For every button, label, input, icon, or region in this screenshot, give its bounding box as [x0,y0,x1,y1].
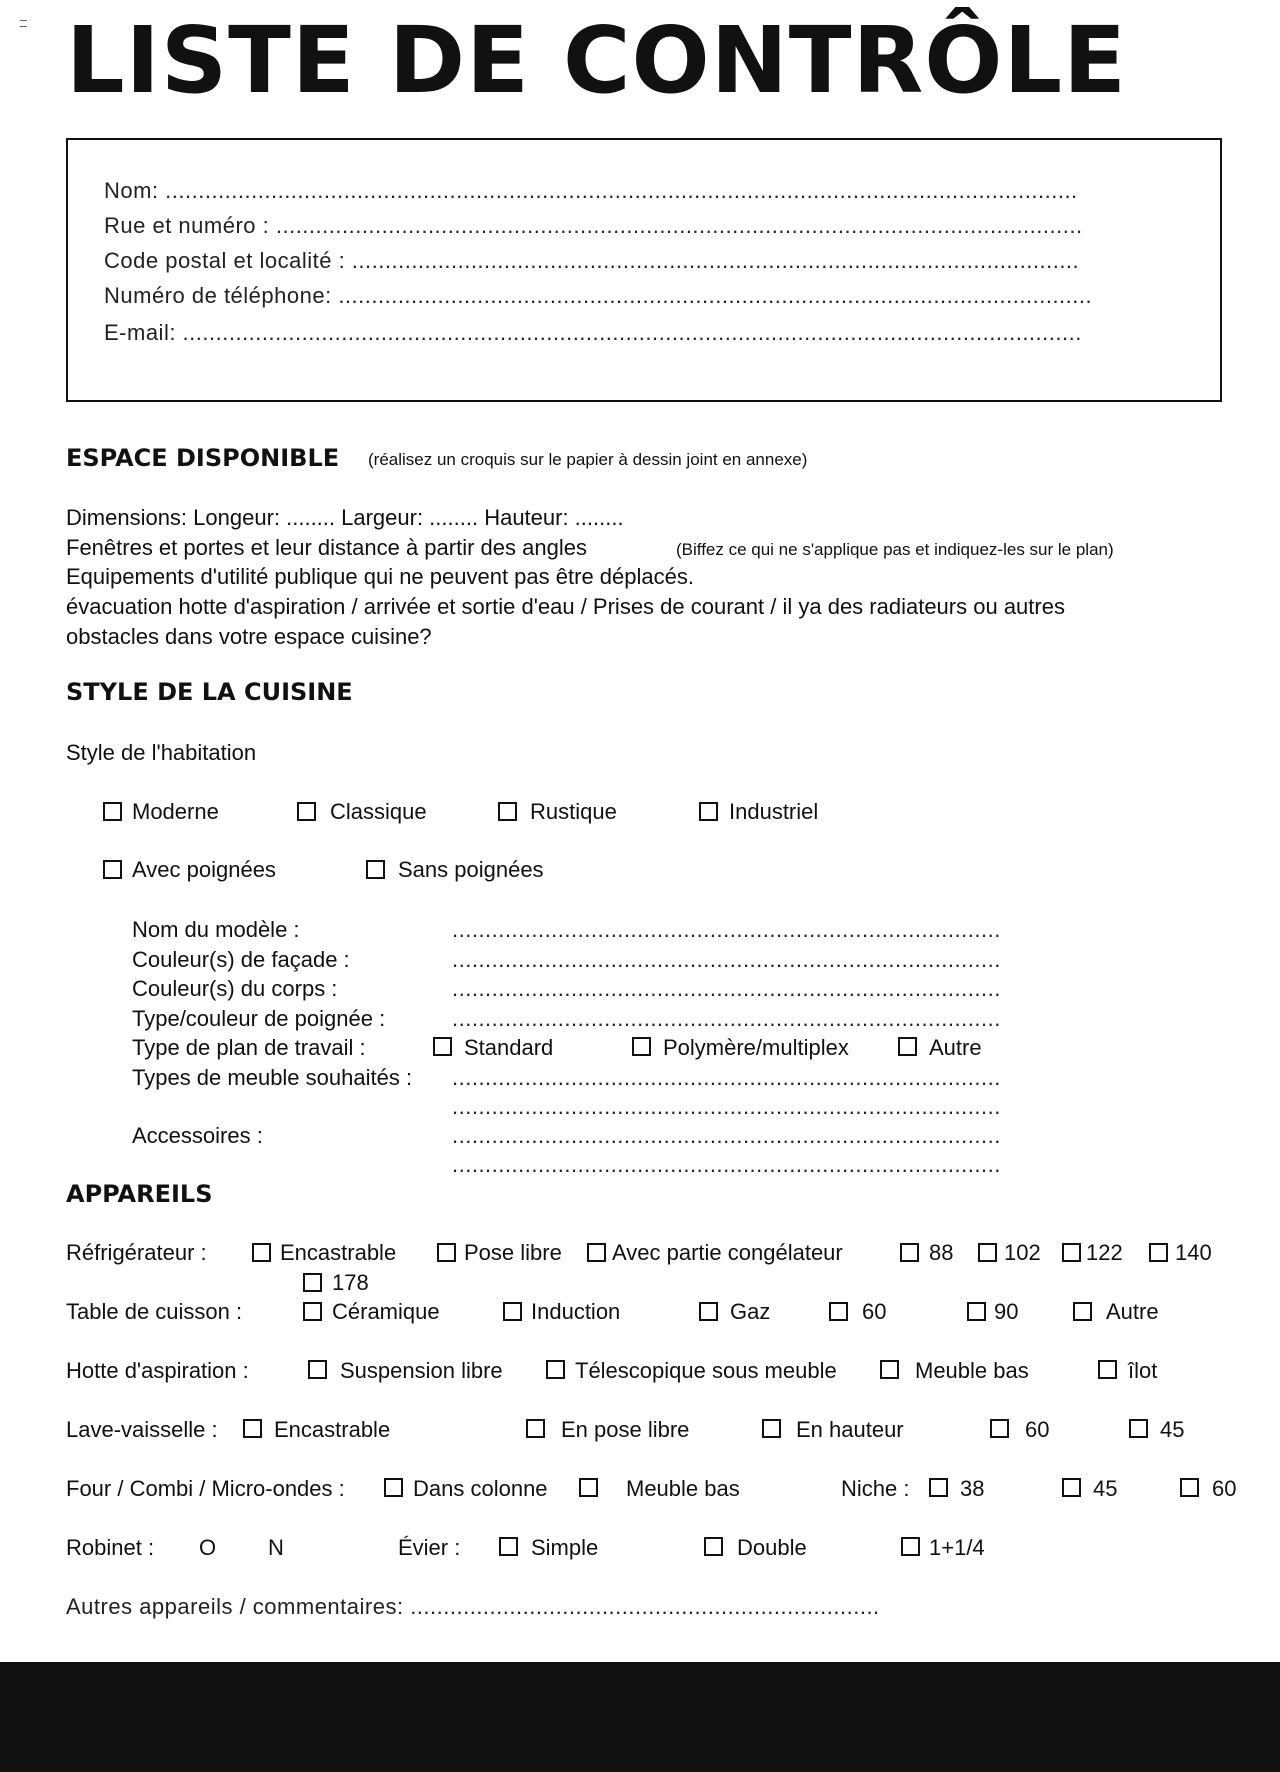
checkbox-lave-pose-libre[interactable] [526,1419,545,1438]
label-four-60: 60 [1212,1476,1237,1501]
label-cuisson-gaz: Gaz [730,1299,771,1324]
checkbox-frigo-pose-libre[interactable] [437,1243,456,1262]
facade-label: Couleur(s) de façade : [132,947,350,972]
checkbox-cuisson-induction[interactable] [503,1302,522,1321]
label-industriel: Industriel [729,799,819,824]
checkbox-hotte-suspension[interactable] [308,1360,327,1379]
label-hotte-telescopique: Télescopique sous meuble [575,1358,837,1383]
label-hotte-meuble-bas: Meuble bas [915,1358,1029,1383]
checkbox-moderne[interactable] [103,802,122,821]
label-evier-simple: Simple [531,1535,599,1560]
robinet-option-n[interactable]: N [268,1535,284,1560]
checkbox-four-60[interactable] [1180,1478,1199,1497]
checkbox-cuisson-90[interactable] [967,1302,986,1321]
label-hotte-suspension: Suspension libre [340,1358,503,1383]
checkbox-frigo-encastrable[interactable] [252,1243,271,1262]
modele-field[interactable]: ................................................................................... [452,917,1001,942]
fenetres-line: Fenêtres et portes et leur distance à partir des angles [66,535,587,560]
checkbox-cuisson-60[interactable] [829,1302,848,1321]
label-frigo-140: 140 [1175,1240,1212,1265]
refrigerateur-label: Réfrigérateur : [66,1240,207,1265]
poignee-field[interactable]: ................................................................................... [452,1006,1001,1031]
label-frigo-encastrable: Encastrable [280,1240,397,1265]
checkbox-lave-encastrable[interactable] [243,1419,262,1438]
label-four-colonne: Dans colonne [413,1476,548,1501]
label-four-niche: Niche : [841,1476,910,1501]
checkbox-frigo-88[interactable] [900,1243,919,1262]
corps-label: Couleur(s) du corps : [132,976,338,1001]
checkbox-plan-standard[interactable] [433,1037,452,1056]
label-sans-poignees: Sans poignées [398,857,544,882]
label-four-38: 38 [960,1476,985,1501]
meuble-field-2[interactable]: ................................................................................... [452,1094,1001,1119]
label-classique: Classique [330,799,427,824]
checkbox-hotte-ilot[interactable] [1098,1360,1117,1379]
label-frigo-congelateur: Avec partie congélateur [612,1240,843,1265]
label-frigo-pose-libre: Pose libre [464,1240,562,1265]
dimensions-line: Dimensions: Longeur: ........ Largeur: ........ Hauteur: ........ [66,505,624,530]
facade-field[interactable]: ................................................................................... [452,947,1001,972]
label-four-45: 45 [1093,1476,1118,1501]
hotte-label: Hotte d'aspiration : [66,1358,249,1383]
label-lave-45: 45 [1160,1417,1185,1442]
checkbox-frigo-140[interactable] [1149,1243,1168,1262]
evacuation-line-1: évacuation hotte d'aspiration / arrivée et sortie d'eau / Prises de courant / il ya des radiateurs ou autres [66,594,1065,619]
checkbox-lave-hauteur[interactable] [762,1419,781,1438]
footer-band [0,1662,1280,1772]
label-evier-un-quart: 1+1/4 [929,1535,985,1560]
label-frigo-122: 122 [1086,1240,1123,1265]
meuble-label: Types de meuble souhaités : [132,1065,413,1090]
label-four-meuble-bas: Meuble bas [626,1476,740,1501]
robinet-option-o[interactable]: O [199,1535,217,1560]
accessoires-field-2[interactable]: ................................................................................... [452,1152,1001,1177]
checkbox-four-colonne[interactable] [384,1478,403,1497]
label-rustique: Rustique [530,799,617,824]
meuble-field-1[interactable]: ................................................................................... [452,1065,1001,1090]
style-heading: STYLE DE LA CUISINE [66,678,353,706]
label-lave-60: 60 [1025,1417,1050,1442]
label-frigo-102: 102 [1004,1240,1041,1265]
label-cuisson-induction: Induction [531,1299,621,1324]
label-cuisson-ceramique: Céramique [332,1299,440,1324]
checkbox-four-38[interactable] [929,1478,948,1497]
checkbox-frigo-178[interactable] [303,1273,322,1292]
label-plan-standard: Standard [464,1035,554,1060]
label-cuisson-60: 60 [862,1299,887,1324]
checkbox-avec-poignees[interactable] [103,860,122,879]
espace-heading: ESPACE DISPONIBLE [66,444,340,472]
label-cuisson-autre: Autre [1106,1299,1159,1324]
evacuation-line-2: obstacles dans votre espace cuisine? [66,624,432,649]
checkbox-hotte-meuble-bas[interactable] [880,1360,899,1379]
checkbox-rustique[interactable] [498,802,517,821]
checkbox-four-45[interactable] [1062,1478,1081,1497]
checkbox-frigo-122[interactable] [1062,1243,1081,1262]
checkbox-frigo-congelateur[interactable] [587,1243,606,1262]
plan-label: Type de plan de travail : [132,1035,366,1060]
robinet-label: Robinet : [66,1535,155,1560]
page-title: LISTE DE CONTRÔLE [66,7,1127,114]
field-email[interactable]: E-mail: ........................................................................................................................................ [104,320,1082,345]
modele-label: Nom du modèle : [132,917,300,942]
checkbox-lave-45[interactable] [1129,1419,1148,1438]
checkbox-plan-polymere[interactable] [632,1037,651,1056]
corner-mark [20,20,27,27]
appareils-heading: APPAREILS [66,1180,213,1208]
field-telephone[interactable]: Numéro de téléphone: .................................................................................................................. [104,283,1093,308]
checkbox-cuisson-gaz[interactable] [699,1302,718,1321]
checkbox-cuisson-autre[interactable] [1073,1302,1092,1321]
lave-label: Lave-vaisselle : [66,1417,218,1442]
checkbox-frigo-102[interactable] [978,1243,997,1262]
four-label: Four / Combi / Micro-ondes : [66,1476,345,1501]
label-lave-hauteur: En hauteur [796,1417,904,1442]
label-avec-poignees: Avec poignées [132,857,276,882]
checkbox-evier-simple[interactable] [499,1537,518,1556]
field-nom[interactable]: Nom: .......................................................................................................................................... [104,178,1078,203]
accessoires-field-1[interactable]: ................................................................................... [452,1123,1001,1148]
label-evier-double: Double [737,1535,807,1560]
evier-label: Évier : [398,1535,461,1560]
style-habitation-label: Style de l'habitation [66,740,257,765]
poignee-label: Type/couleur de poignée : [132,1006,386,1031]
label-plan-polymere: Polymère/multiplex [663,1035,849,1060]
field-code-postal[interactable]: Code postal et localité : .............................................................................................................. [104,248,1080,273]
label-frigo-88: 88 [929,1240,954,1265]
checkbox-lave-60[interactable] [990,1419,1009,1438]
checkbox-four-meuble-bas[interactable] [579,1478,598,1497]
fenetres-note: (Biffez ce qui ne s'applique pas et indiquez-les sur le plan) [676,540,1114,559]
checkbox-evier-double[interactable] [704,1537,723,1556]
accessoires-label: Accessoires : [132,1123,263,1148]
label-lave-pose-libre: En pose libre [561,1417,690,1442]
checkbox-hotte-telescopique[interactable] [546,1360,565,1379]
label-hotte-ilot: îlot [1128,1358,1158,1383]
equipements-line: Equipements d'utilité publique qui ne peuvent pas être déplacés. [66,564,694,589]
field-rue[interactable]: Rue et numéro : .......................................................................................................................... [104,213,1083,238]
checkbox-sans-poignees[interactable] [366,860,385,879]
checkbox-plan-autre[interactable] [898,1037,917,1056]
espace-note: (réalisez un croquis sur le papier à dessin joint en annexe) [368,450,808,469]
cuisson-label: Table de cuisson : [66,1299,243,1324]
autres-appareils-field[interactable]: Autres appareils / commentaires: ....................................................................... [66,1594,880,1619]
checkbox-cuisson-ceramique[interactable] [303,1302,322,1321]
corps-field[interactable]: ................................................................................... [452,976,1001,1001]
checkbox-classique[interactable] [297,802,316,821]
label-frigo-178: 178 [332,1270,369,1295]
label-plan-autre: Autre [929,1035,982,1060]
label-lave-encastrable: Encastrable [274,1417,391,1442]
checkbox-evier-un-quart[interactable] [901,1537,920,1556]
label-cuisson-90: 90 [994,1299,1019,1324]
label-moderne: Moderne [132,799,219,824]
checkbox-industriel[interactable] [699,802,718,821]
